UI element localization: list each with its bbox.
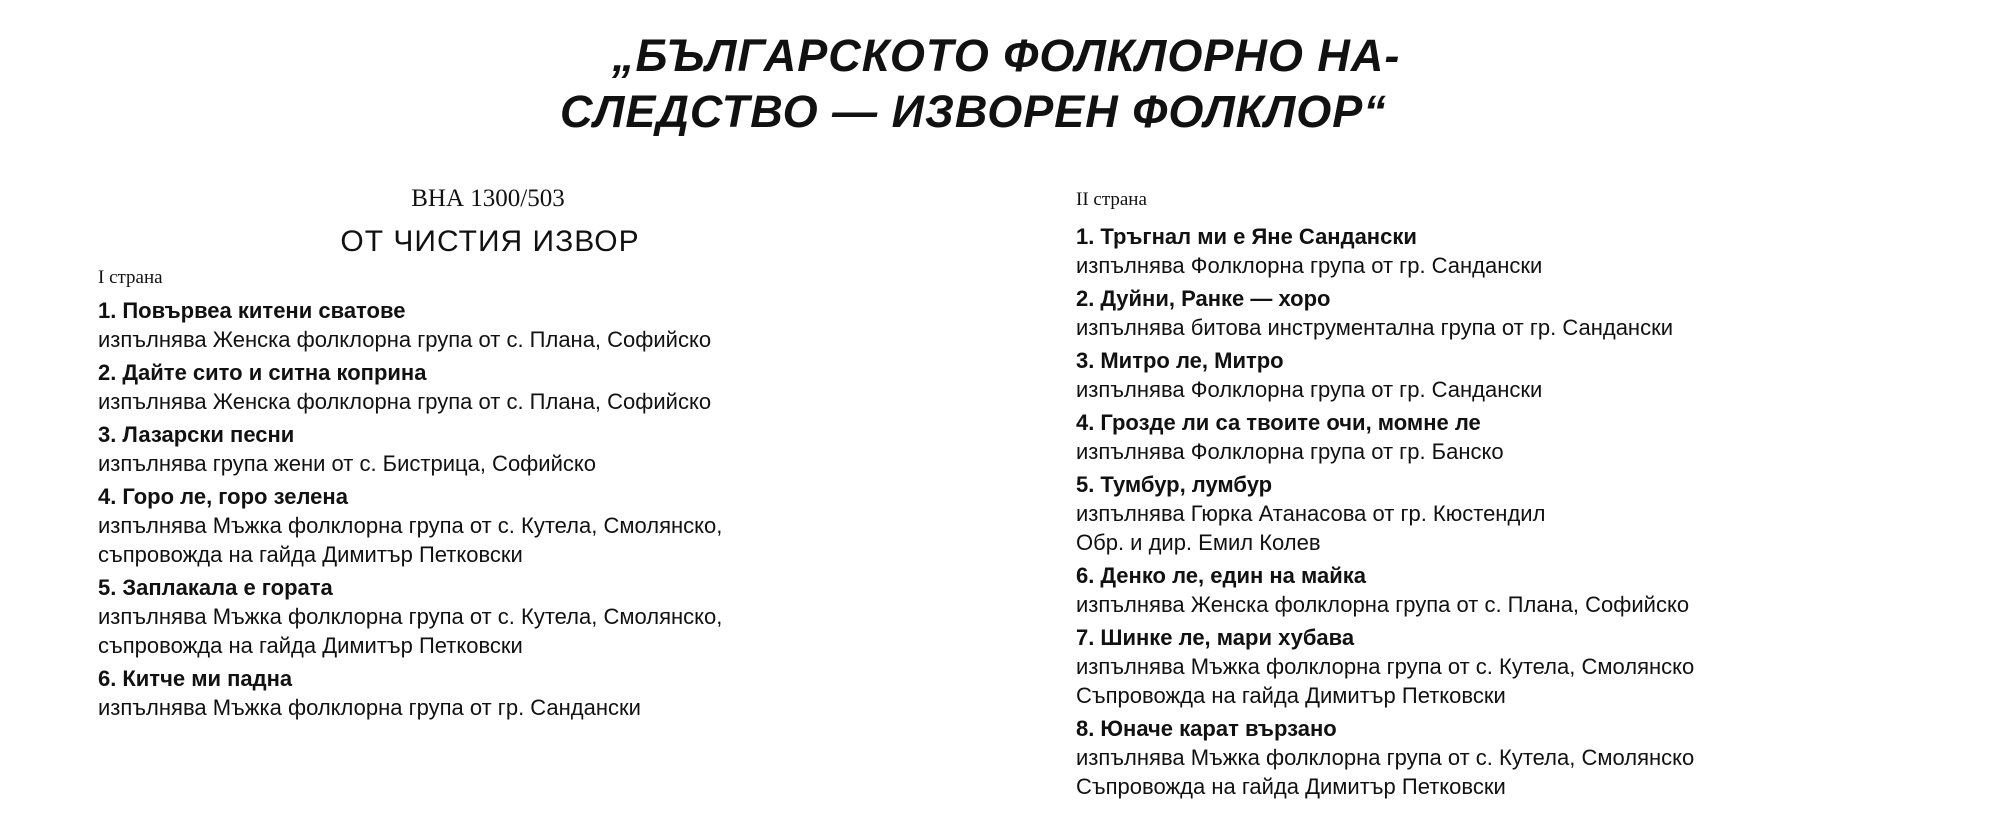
track-name: Китче ми падна <box>122 666 293 691</box>
track-title <box>98 420 722 449</box>
track-credit: Обр. и дир. Емил Колев <box>1076 530 1321 555</box>
title-line-1: „БЪЛГАРСКОТО ФОЛКЛОРНО НА- <box>612 30 1401 81</box>
album-series-title <box>560 28 1490 140</box>
track-number: 8. <box>1076 716 1095 741</box>
track-credit: изпълнява група жени от с. Бистрица, Софийско <box>98 451 596 476</box>
track-number: 2. <box>98 360 117 385</box>
track-title <box>1076 561 1694 590</box>
track-item <box>1076 561 1694 619</box>
track-title <box>1076 408 1694 437</box>
track-title <box>1076 222 1694 251</box>
track-number: 2. <box>1076 286 1095 311</box>
track-item <box>1076 222 1694 280</box>
side-2-tracklist <box>1076 222 1694 805</box>
track-item <box>1076 284 1694 342</box>
track-number: 3. <box>98 422 117 447</box>
track-credit: изпълнява Фолклорна група от гр. Банско <box>1076 439 1504 464</box>
track-item <box>98 420 722 478</box>
track-number: 7. <box>1076 625 1095 650</box>
side-2-label: II страна <box>1076 189 1147 210</box>
track-title <box>98 296 722 325</box>
side-1-label: I страна <box>98 267 163 288</box>
track-title <box>98 573 722 602</box>
track-item <box>1076 408 1694 466</box>
title-line-2: СЛЕДСТВО — ИЗВОРЕН ФОЛКЛОР“ <box>560 86 1387 137</box>
catalog-number: ВНА 1300/503 <box>411 185 565 212</box>
track-credit: изпълнява Женска фолклорна група от с. Плана, Софийско <box>98 389 712 414</box>
track-credit: изпълнява Гюрка Атанасова от гр. Кюстендил <box>1076 501 1546 526</box>
track-name: Денко ле, един на майка <box>1100 563 1366 588</box>
track-credit: съпровожда на гайда Димитър Петковски <box>98 633 523 658</box>
track-title <box>1076 714 1694 743</box>
track-name: Митро ле, Митро <box>1100 348 1284 373</box>
track-number: 6. <box>98 666 117 691</box>
track-number: 6. <box>1076 563 1095 588</box>
track-credit: Съпровожда на гайда Димитър Петковски <box>1076 683 1506 708</box>
track-item <box>98 296 722 354</box>
track-name: Дуйни, Ранке — хоро <box>1100 286 1331 311</box>
track-name: Дайте сито и ситна коприна <box>122 360 427 385</box>
track-number: 4. <box>1076 410 1095 435</box>
track-name: Тръгнал ми е Яне Сандански <box>1100 224 1417 249</box>
track-title <box>1076 284 1694 313</box>
track-credit: изпълнява Фолклорна група от гр. Сандански <box>1076 253 1543 278</box>
track-item <box>1076 714 1694 801</box>
track-item <box>1076 470 1694 557</box>
track-name: Шинке ле, мари хубава <box>1100 625 1355 650</box>
track-number: 1. <box>1076 224 1095 249</box>
track-credit: изпълнява Мъжка фолклорна група от с. Кутела, Смолянско, <box>98 604 723 629</box>
track-credit: изпълнява Женска фолклорна група от с. Плана, Софийско <box>1076 592 1690 617</box>
track-number: 5. <box>1076 472 1095 497</box>
track-item <box>1076 346 1694 404</box>
track-credit: изпълнява Мъжка фолклорна група от с. Кутела, Смолянско <box>1076 654 1695 679</box>
track-name: Заплакала е гората <box>122 575 333 600</box>
track-credit: изпълнява Мъжка фолклорна група от с. Кутела, Смолянско, <box>98 513 723 538</box>
side-1-tracklist <box>98 296 722 726</box>
track-item <box>1076 623 1694 710</box>
track-credit: съпровожда на гайда Димитър Петковски <box>98 542 523 567</box>
track-number: 3. <box>1076 348 1095 373</box>
track-number: 1. <box>98 298 117 323</box>
track-item <box>98 573 722 660</box>
track-credit: изпълнява Женска фолклорна група от с. Плана, Софийско <box>98 327 712 352</box>
track-name: Горо ле, горо зелена <box>122 484 348 509</box>
track-credit: Съпровожда на гайда Димитър Петковски <box>1076 774 1506 799</box>
track-title <box>98 358 722 387</box>
track-title <box>98 664 722 693</box>
track-credit: изпълнява Мъжка фолклорна група от с. Кутела, Смолянско <box>1076 745 1695 770</box>
track-name: Грозде ли са твоите очи, момне ле <box>1100 410 1481 435</box>
track-name: Повървеа китени сватове <box>122 298 406 323</box>
track-number: 4. <box>98 484 117 509</box>
track-item <box>98 482 722 569</box>
track-item <box>98 358 722 416</box>
track-title <box>1076 346 1694 375</box>
track-name: Тумбур, лумбур <box>1100 472 1273 497</box>
track-title <box>1076 470 1694 499</box>
track-item <box>98 664 722 722</box>
track-credit: изпълнява Фолклорна група от гр. Сандански <box>1076 377 1543 402</box>
track-credit: изпълнява битова инструментална група от гр. Сандански <box>1076 315 1673 340</box>
track-credit: изпълнява Мъжка фолклорна група от гр. Сандански <box>98 695 641 720</box>
track-number: 5. <box>98 575 117 600</box>
track-name: Юначе карат вързано <box>1100 716 1337 741</box>
track-title <box>98 482 722 511</box>
track-title <box>1076 623 1694 652</box>
track-name: Лазарски песни <box>122 422 295 447</box>
album-subtitle: ОТ ЧИСТИЯ ИЗВОР <box>340 225 640 258</box>
